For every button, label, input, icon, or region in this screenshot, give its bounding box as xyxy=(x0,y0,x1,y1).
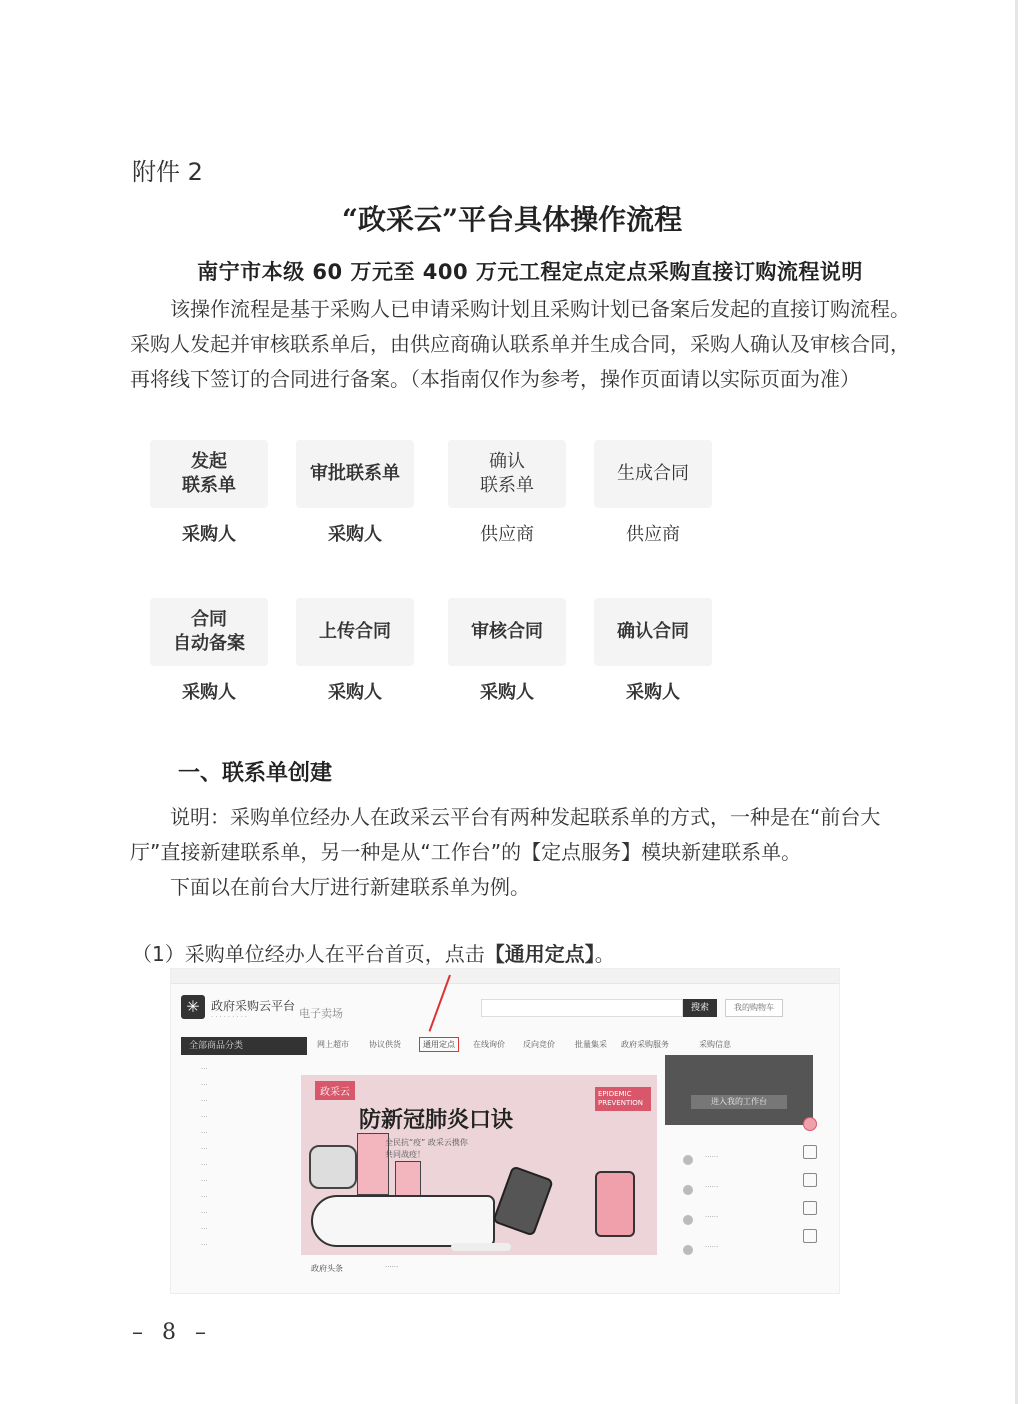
flow-row-2 xyxy=(150,598,730,748)
location-icon xyxy=(683,1245,693,1255)
flow-step-role: 采购人 xyxy=(328,524,382,545)
tag-icon xyxy=(683,1185,693,1195)
platform-subtitle: 电子卖场 xyxy=(299,1007,343,1020)
step-instruction-end: 。 xyxy=(594,942,615,966)
service-item[interactable]: ······ xyxy=(705,1153,719,1161)
flow-step-label: 上传合同 xyxy=(296,598,414,666)
intro-paragraph: 该操作流程是基于采购人已申请采购计划且采购计划已备案后发起的直接订购流程。采购人发起并审核联系单后，由供应商确认联系单并生成合同，采购人确认及审核合同，再将线下签订的合同进行备案。（本指南仅作为参考，操作页面请以实际页面为准） xyxy=(130,297,910,391)
sidebar-item[interactable]: ··· xyxy=(201,1113,208,1121)
sidebar-item[interactable]: ··· xyxy=(201,1161,208,1169)
sanitizer-illustration xyxy=(595,1171,635,1237)
headset-icon[interactable] xyxy=(803,1145,817,1159)
process-flow xyxy=(150,440,730,748)
sidebar-item[interactable]: ··· xyxy=(201,1065,208,1073)
platform-name: 政府采购云平台 xyxy=(211,999,296,1013)
carousel-dots[interactable] xyxy=(451,1243,511,1251)
train-illustration xyxy=(311,1195,495,1247)
platform-screenshot xyxy=(170,968,840,1294)
assistant-icon[interactable] xyxy=(803,1117,817,1131)
flow-step xyxy=(150,598,268,704)
flow-step-label: 生成合同 xyxy=(594,440,712,508)
nav-item[interactable]: 协议供货 xyxy=(369,1040,401,1049)
service-item[interactable]: ······ xyxy=(705,1213,719,1221)
flow-step-role: 采购人 xyxy=(480,682,534,703)
nav-item-general-designated[interactable]: 通用定点 xyxy=(419,1037,459,1052)
news-ticker[interactable]: ······ xyxy=(385,1263,399,1271)
flow-step-role: 采购人 xyxy=(626,682,680,703)
nav-item[interactable]: 网上超市 xyxy=(317,1040,349,1049)
step-instruction-text: （1）采购单位经办人在平台首页，点击 xyxy=(132,942,485,966)
banner-subtitle: 全民抗“疫” 政采云携你共同战疫！ xyxy=(385,1138,468,1159)
document-subtitle: 南宁市本级 60 万元至 400 万元工程定点定点采购直接订购流程说明 xyxy=(197,260,863,284)
sidebar-item[interactable]: ··· xyxy=(201,1129,208,1137)
category-sidebar xyxy=(193,1061,281,1253)
search-button[interactable]: 搜索 xyxy=(683,999,717,1017)
flow-step-role: 采购人 xyxy=(182,524,236,545)
banner-corner-label: EPIDEMIC PREVENTION xyxy=(595,1087,651,1111)
user-panel xyxy=(665,1055,813,1265)
step-instruction xyxy=(132,938,615,967)
cart-button[interactable]: 我的购物车 xyxy=(725,999,783,1017)
sidebar-item[interactable]: ··· xyxy=(201,1097,208,1105)
banner-tag: 政采云 xyxy=(315,1081,355,1100)
flow-step-label: 审核合同 xyxy=(448,598,566,666)
attachment-label: 附件 2 xyxy=(132,158,203,186)
sidebar-item[interactable]: ··· xyxy=(201,1193,208,1201)
flow-step xyxy=(594,598,712,704)
section-heading: 一、联系单创建 xyxy=(178,761,333,786)
page-number: – 8 – xyxy=(132,1320,212,1345)
sidebar-item[interactable]: ··· xyxy=(201,1241,208,1249)
nav-item[interactable]: 采购信息 xyxy=(699,1040,731,1049)
flow-step-role: 采购人 xyxy=(328,682,382,703)
nav-item[interactable]: 政府采购服务 xyxy=(621,1040,669,1049)
flow-step xyxy=(448,598,566,704)
sidebar-item[interactable]: ··· xyxy=(201,1081,208,1089)
promo-banner[interactable] xyxy=(301,1075,657,1255)
service-item[interactable]: ······ xyxy=(705,1243,719,1251)
flow-step-label: 确认 联系单 xyxy=(448,440,566,508)
news-label[interactable]: 政府头条 xyxy=(311,1264,343,1273)
flow-step-label: 确认合同 xyxy=(594,598,712,666)
flow-step xyxy=(594,440,712,546)
flow-step-role: 采购人 xyxy=(182,682,236,703)
chat-icon[interactable] xyxy=(803,1229,817,1243)
step-instruction-emphasis: 【通用定点】 xyxy=(484,942,595,966)
flow-step-label: 合同 自动备案 xyxy=(150,598,268,666)
sidebar-item[interactable]: ··· xyxy=(201,1209,208,1217)
floating-toolbar xyxy=(803,1117,823,1257)
sidebar-item[interactable]: ··· xyxy=(201,1177,208,1185)
main-nav xyxy=(181,1037,831,1055)
intro-section xyxy=(130,292,914,397)
flow-step xyxy=(296,598,414,704)
category-menu-button[interactable]: 全部商品分类 xyxy=(181,1037,307,1055)
sidebar-item[interactable]: ··· xyxy=(201,1145,208,1153)
nav-item[interactable]: 反向竞价 xyxy=(523,1040,555,1049)
check-icon xyxy=(683,1215,693,1225)
nav-item[interactable]: 在线询价 xyxy=(473,1040,505,1049)
flow-step-role: 供应商 xyxy=(480,524,534,545)
document-title: “政采云”平台具体操作流程 xyxy=(341,203,683,236)
workbench-button[interactable]: 进入我的工作台 xyxy=(691,1095,787,1109)
flow-step xyxy=(150,440,268,546)
nav-item[interactable]: 批量集采 xyxy=(575,1040,607,1049)
platform-url-mark: ········· xyxy=(211,1013,250,1021)
description-paragraph: 说明：采购单位经办人在政采云平台有两种发起联系单的方式，一种是在“前台大厅”直接新建联系单，另一种是从“工作台”的【定点服务】模块新建联系单。 xyxy=(130,805,881,864)
platform-logo-icon: ✳ xyxy=(181,995,205,1019)
description-paragraph: 下面以在前台大厅进行新建联系单为例。 xyxy=(170,875,530,899)
flow-step-label: 审批联系单 xyxy=(296,440,414,508)
sidebar-item[interactable]: ··· xyxy=(201,1225,208,1233)
mask-illustration xyxy=(309,1145,357,1189)
flow-step-role: 供应商 xyxy=(626,524,680,545)
monitor-icon[interactable] xyxy=(803,1173,817,1187)
browser-top-bar xyxy=(171,969,839,984)
user-avatar xyxy=(665,1055,813,1125)
flow-step-label: 发起 联系单 xyxy=(150,440,268,508)
banner-title: 防新冠肺炎口诀 xyxy=(359,1108,514,1133)
flow-step xyxy=(448,440,566,546)
flow-row-1 xyxy=(150,440,730,590)
section-description xyxy=(130,800,914,905)
shield-icon xyxy=(683,1155,693,1165)
service-item[interactable]: ······ xyxy=(705,1183,719,1191)
search-input[interactable] xyxy=(481,999,683,1017)
qrcode-icon[interactable] xyxy=(803,1201,817,1215)
luggage-illustration xyxy=(492,1165,554,1236)
flow-step xyxy=(296,440,414,546)
